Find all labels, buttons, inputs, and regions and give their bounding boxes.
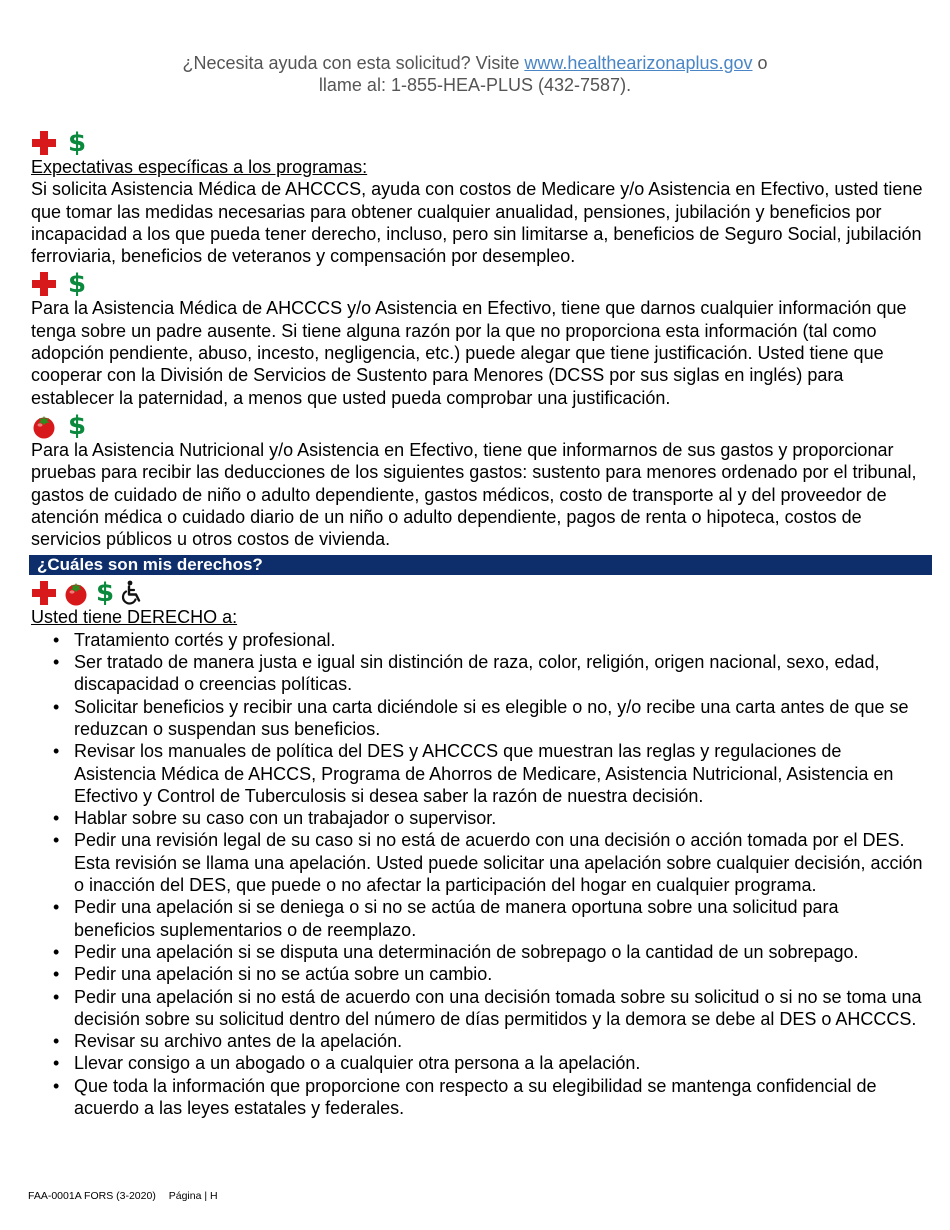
- svg-text:$: $: [67, 269, 87, 298]
- rights-icons-row: [31, 579, 923, 606]
- help-phone-line: llame al: 1-855-HEA-PLUS (432-7587).: [318, 75, 632, 95]
- svg-text:$: $: [67, 410, 87, 439]
- list-item: • Revisar su archivo antes de la apelación.: [31, 1030, 923, 1052]
- expectations-paragraph-3: Para la Asistencia Nutricional y/o Asistencia en Efectivo, tiene que informarnos de sus gastos y proporcionar pruebas para recibir las deducciones de los siguientes gastos: sustento para menores ordenado por el tribunal, gastos de cuidado de niño o adulto dependiente, gastos médicos, costo de transporte al y del proveedor de atención médica o cuidado diario de un niño o adulto dependiente, pagos de renta o hipoteca, costos de servicios públicos u otros costos de vivienda.: [31, 439, 917, 550]
- svg-text:$: $: [67, 128, 87, 156]
- tomato-icon: [31, 413, 57, 439]
- dollar-icon: [67, 269, 87, 297]
- expectations-paragraph-1: Si solicita Asistencia Médica de AHCCCS, ayuda con costos de Medicare y/o Asistencia en Efectivo, usted tiene que tomar las medidas necesarias para obtener cualquier anualidad, pensiones, jubilación y beneficios por incapacidad a los que pueda tener derecho, incluso, pero sin limitarse a, beneficios de Seguro Social, jubilación ferroviaria, beneficios de veteranos y compensación por desempleo.: [31, 179, 923, 267]
- rights-section-title: ¿Cuáles son mis derechos?: [29, 555, 932, 575]
- list-item: • Pedir una revisión legal de su caso si no está de acuerdo con una decisión o acción tomada por el DES. Esta revisión se llama una apelación. Usted puede solicitar una apelación sobre cualquier decisión, acción o inacción del DES, que puede o no afectar la participación del hogar en cualquier programa.: [31, 829, 923, 896]
- help-text-prefix: ¿Necesita ayuda con esta solicitud? Visite: [182, 53, 525, 73]
- list-item: • Revisar los manuales de política del DES y AHCCCS que muestran las reglas y regulaciones de Asistencia Médica de AHCCS, Programa de Ahorros de Medicare, Asistencia Nutricional, Asistencia en Efectivo y Control de Tuberculosis si desea saber la razón de nuestra decisión.: [31, 740, 923, 807]
- dollar-icon: [95, 578, 115, 606]
- list-item: • Ser tratado de manera justa e igual sin distinción de raza, color, religión, origen nacional, sexo, edad, discapacidad o creencias políticas.: [31, 651, 923, 696]
- list-item: • Pedir una apelación si no se actúa sobre un cambio.: [31, 963, 923, 985]
- program-icons-row: [31, 409, 923, 439]
- rights-heading: Usted tiene DERECHO a:: [31, 607, 238, 628]
- medical-cross-icon: [31, 130, 57, 156]
- dollar-icon: [67, 411, 87, 439]
- list-item: • Pedir una apelación si se deniega o si no se actúa de manera oportuna sobre una solicitud para beneficios suplementarios o de reemplazo.: [31, 896, 923, 941]
- wheelchair-icon: [121, 580, 145, 606]
- expectations-paragraph-2: Para la Asistencia Médica de AHCCCS y/o Asistencia en Efectivo, tiene que darnos cualquier información que tenga sobre un padre ausente. Si tiene alguna razón por la que no proporciona esta información (tal como adopción pendiente, abuso, incesto, negligencia, etc.) puede alegar que tiene justificación. Usted tiene que cooperar con la División de Servicios de Sustento para Menores (DCSS por sus siglas en inglés) para establecer la paternidad, a menos que usted pueda comprobar una justificación.: [31, 298, 907, 408]
- expectations-heading: Expectativas específicas a los programas:: [31, 157, 368, 177]
- help-header: [0, 52, 950, 96]
- page-footer: [28, 1190, 228, 1202]
- list-item: • Pedir una apelación si no está de acuerdo con una decisión tomada sobre su solicitud o si no se toma una decisión sobre su solicitud dentro del número de días permitidos y la demora se debe al DES o AHCCCS.: [31, 986, 923, 1031]
- document-body: [31, 126, 923, 1119]
- dollar-icon: [67, 128, 87, 156]
- list-item: • Solicitar beneficios y recibir una carta diciéndole si es elegible o no, y/o recibe una carta antes de que se reduzcan o suspendan sus beneficios.: [31, 696, 923, 741]
- list-item: • Tratamiento cortés y profesional.: [31, 629, 923, 651]
- svg-text:$: $: [95, 578, 115, 607]
- help-line-1: [0, 52, 950, 74]
- website-link[interactable]: www.healthearizonaplus.gov: [524, 53, 753, 73]
- program-icons-row: [31, 126, 923, 156]
- form-id: FAA-0001A FORS (3-2020): [28, 1190, 156, 1202]
- list-item: • Que toda la información que proporcione con respecto a su elegibilidad se mantenga confidencial de acuerdo a las leyes estatales y federales.: [31, 1075, 923, 1120]
- list-item: • Pedir una apelación si se disputa una determinación de sobrepago o la cantidad de un sobrepago.: [31, 941, 923, 963]
- medical-cross-icon: [31, 271, 57, 297]
- medical-cross-icon: [31, 580, 57, 606]
- page-number: Página | H: [168, 1190, 218, 1202]
- program-icons-row: [31, 267, 923, 297]
- help-text-suffix: o: [752, 53, 768, 73]
- tomato-icon: [63, 580, 89, 606]
- list-item: • Hablar sobre su caso con un trabajador o supervisor.: [31, 807, 923, 829]
- rights-list: [31, 629, 923, 1120]
- list-item: • Llevar consigo a un abogado o a cualquier otra persona a la apelación.: [31, 1052, 923, 1074]
